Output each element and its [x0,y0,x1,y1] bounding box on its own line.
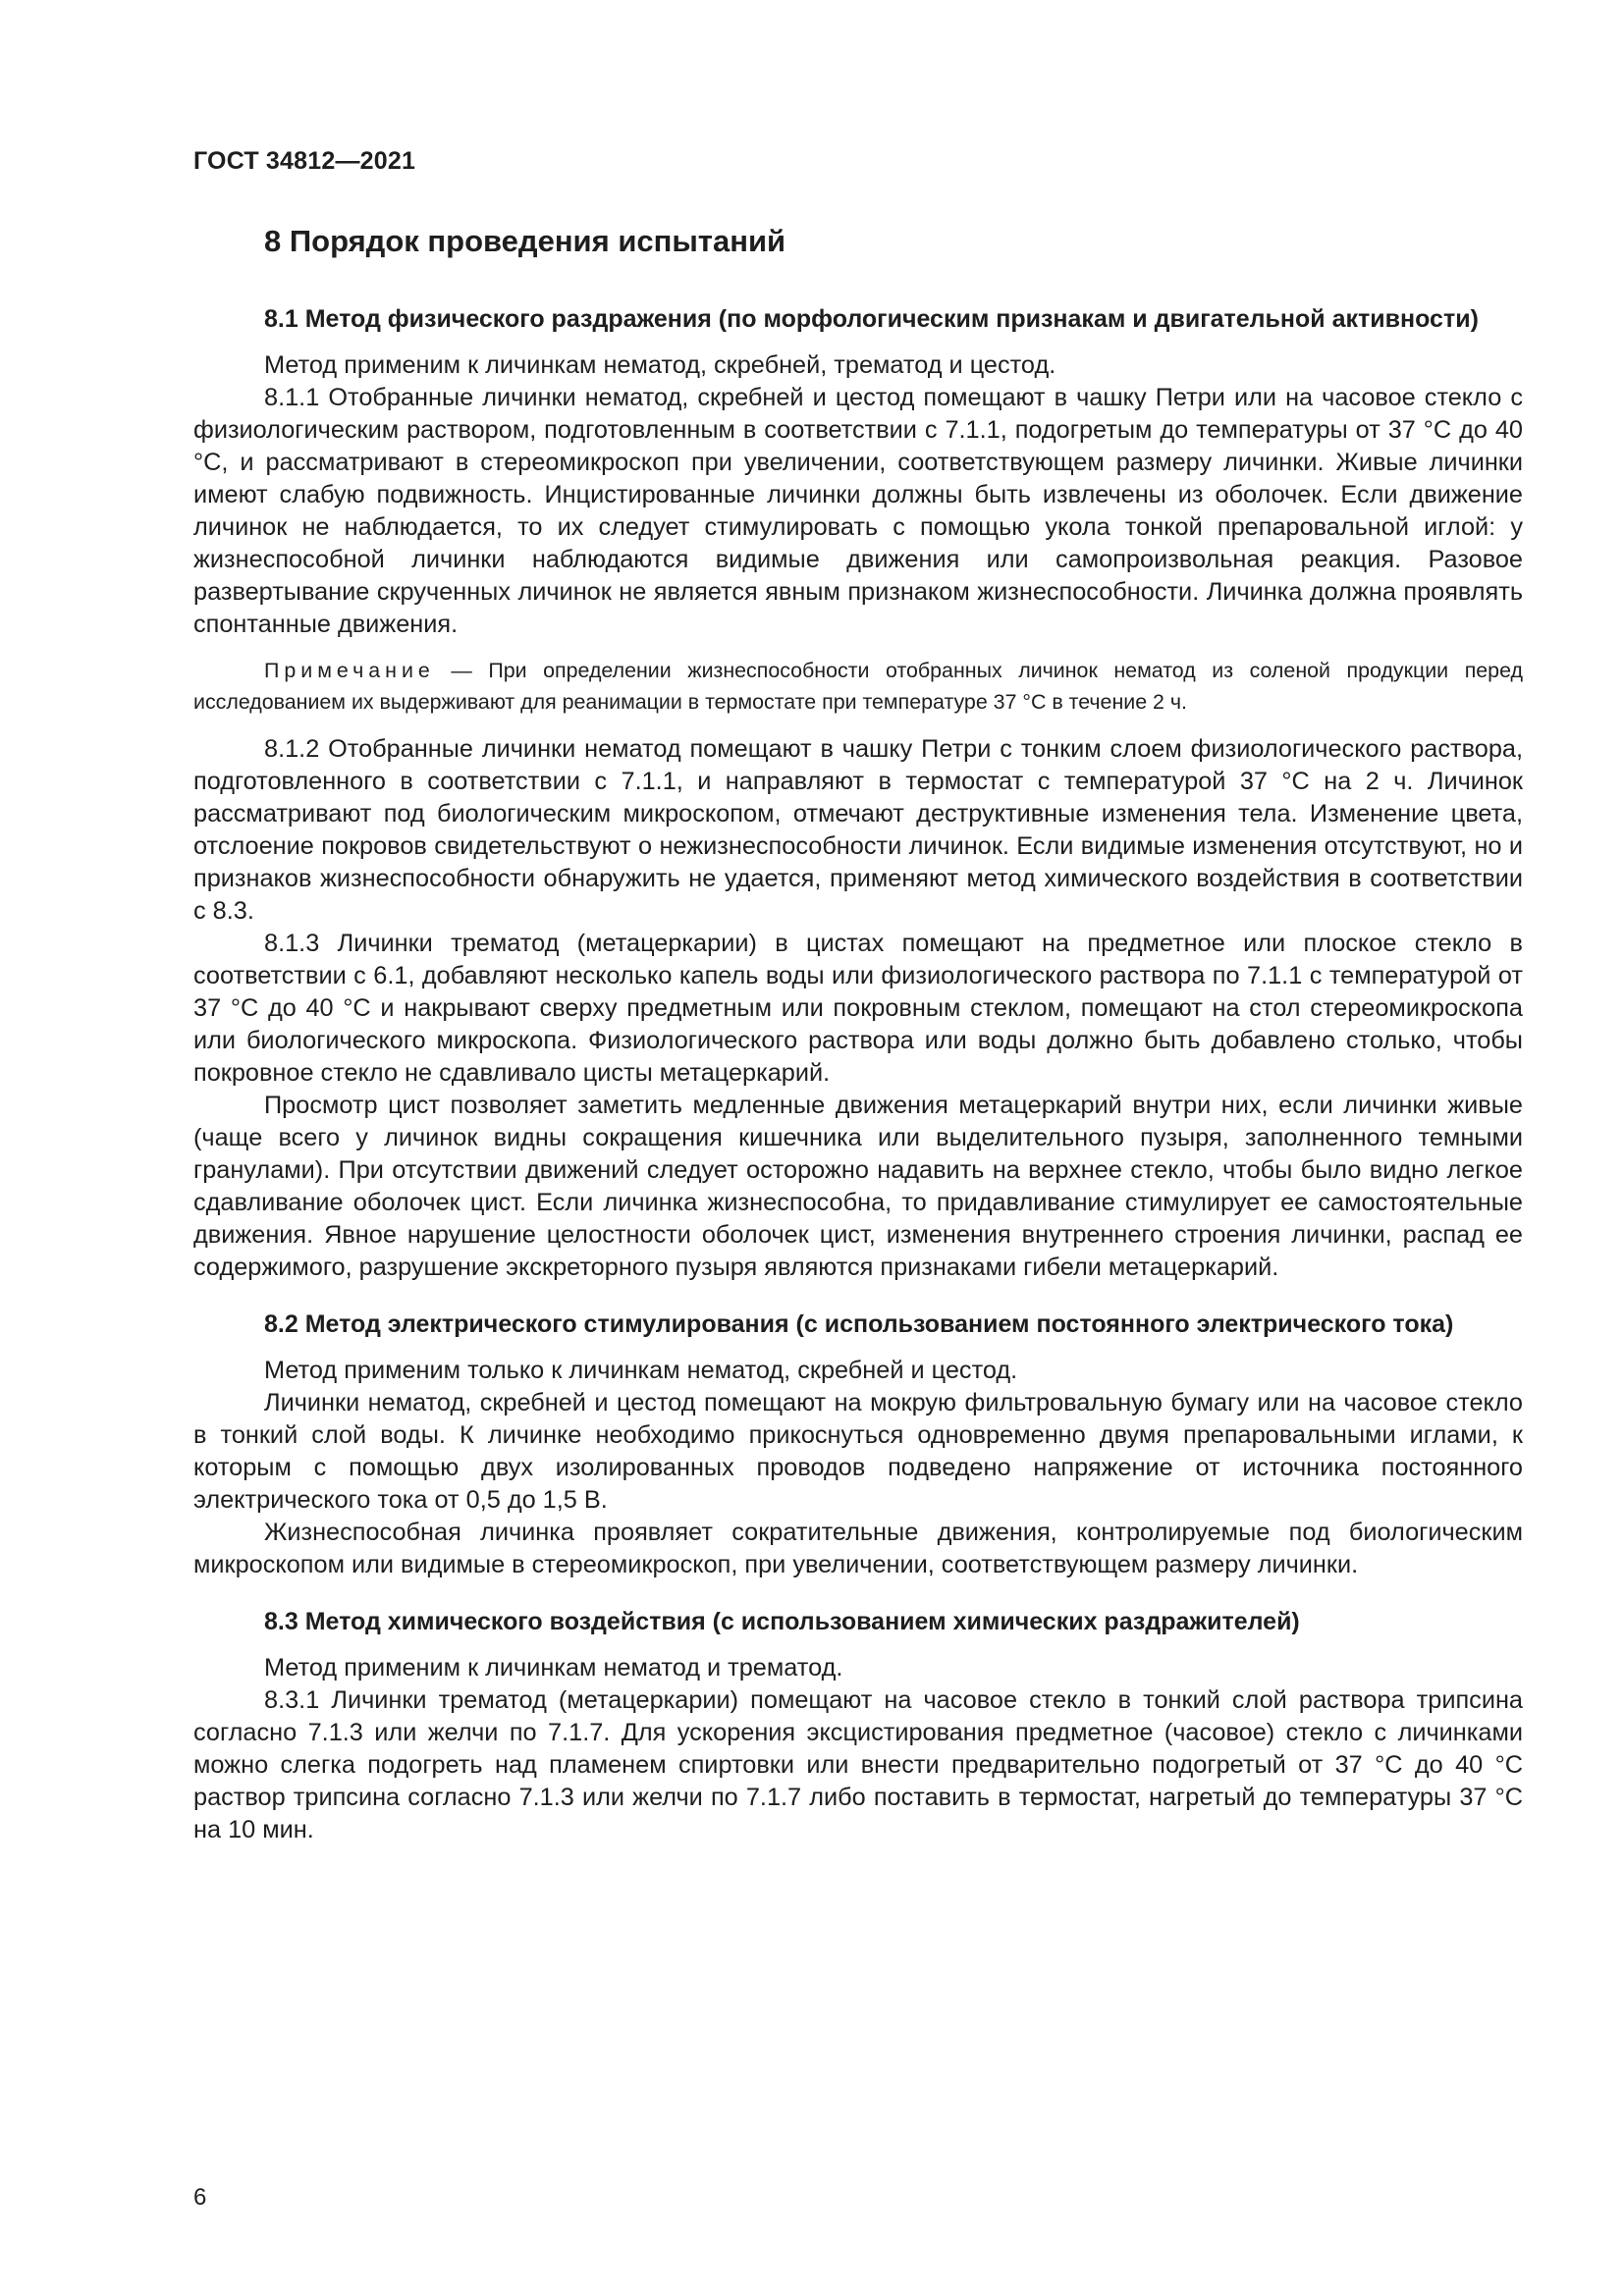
note-label: Примечание [264,659,435,682]
paragraph: Просмотр цист позволяет заметить медленные движения метацеркарий внутри них, если личинки живые (чаще всего у личинок видны сокращения кишечника или выделительного пузыря, заполненного темными гранулами). При отсутствии движений следует осторожно надавить на верхнее стекло, чтобы было видно легкое сдавливание оболочек цист. Если личинка жизнеспособна, то придавливание стимулирует ее самостоятельные движения. Явное нарушение целостности оболочек цист, изменения внутреннего строения личинки, распад ее содержимого, разрушение экскреторного пузыря являются признаками гибели метацеркарий. [193,1092,1523,1281]
subsection-title-8-3: 8.3 Метод химического воздействия (с использованием химических раздражителей) [264,1608,1300,1635]
paragraph: 8.1.1 Отобранные личинки нематод, скребней и цестод помещают в чашку Петри или на часовое стекло с физиологическим раствором, подготовленным в соответствии с 7.1.1, подогретым до температуры от 37 °С до 40 °С, и рассматривают в стереомикроскоп при увеличении, соответствующем размеру личинки. Живые личинки имеют слабую подвижность. Инцистированные личинки должны быть извлечены из оболочек. Если движение личинок не наблюдается, то их следует стимулировать с помощью укола тонкой препаровальной иглой: у жизнеспособной личинки наблюдаются видимые движения или самопроизвольная реакция. Разовое развертывание скрученных личинок не является явным признаком жизнеспособности. Личинка должна проявлять спонтанные движения. [193,384,1523,638]
paragraph: Жизнеспособная личинка проявляет сократительные движения, контролируемые под биологическим микроскопом или видимые в стереомикроскоп, при увеличении, соответствующем размеру личинки. [193,1519,1523,1578]
paragraph: 8.1.2 Отобранные личинки нематод помещают в чашку Петри с тонким слоем физиологического раствора, подготовленного в соответствии с 7.1.1, и направляют в термостат с температурой 37 °С на 2 ч. Личинок рассматривают под биологическим микроскопом, отмечают деструктивные изменения тела. Изменение цвета, отслоение покровов свидетельствуют о нежизнеспособности личинок. Если видимые изменения отсутствуют, но и признаков жизнеспособности обнаружить не удается, применяют метод химического воздействия в соответствии с 8.3. [193,735,1523,925]
subsection-title-8-2: 8.2 Метод электрического стимулирования (с использованием постоянного электрического тока) [264,1310,1454,1338]
paragraph: Личинки нематод, скребней и цестод помещают на мокрую фильтровальную бумагу или на часовое стекло в тонкий слой воды. К личинке необходимо прикоснуться одновременно двумя препаровальными иглами, к которым с помощью двух изолированных проводов подведено напряжение от источника постоянного электрического тока от 0,5 до 1,5 В. [193,1389,1523,1514]
document-body [193,222,1523,1846]
section-title: 8 Порядок проведения испытаний [264,224,786,258]
paragraph: Метод применим только к личинкам нематод, скребней и цестод. [264,1357,1018,1384]
paragraph: Метод применим к личинкам нематод и трематод. [264,1654,843,1682]
paragraph: 8.3.1 Личинки трематод (метацеркарии) помещают на часовое стекло в тонкий слой раствора трипсина согласно 7.1.3 или желчи по 7.1.7. Для ускорения эксцистирования предметное (часовое) стекло с личинками можно слегка подогреть над пламенем спиртовки или внести предварительно подогретый от 37 °С до 40 °С раствор трипсина согласно 7.1.3 или желчи по 7.1.7 либо поставить в термостат, нагретый до температуры 37 °С на 10 мин. [193,1686,1523,1843]
paragraph: 8.1.3 Личинки трематод (метацеркарии) в цистах помещают на предметное или плоское стекло в соответствии с 6.1, добавляют несколько капель воды или физиологического раствора по 7.1.1 с температурой от 37 °С до 40 °С и накрывают сверху предметным или покровным стеклом, помещают на стол стереомикроскопа или биологического микроскопа. Физиологического раствора или воды должно быть добавлено столько, чтобы покровное стекло не сдавливало цисты метацеркарий. [193,930,1523,1087]
page-number: 6 [193,2184,207,2211]
note-text: — При определении жизнеспособности отобранных личинок нематод из соленой продукции перед исследованием их выдерживают для реанимации в термостате при температуре 37 °С в течение 2 ч. [193,659,1523,714]
note [193,655,1523,718]
document-id: ГОСТ 34812—2021 [193,147,416,175]
paragraph: Метод применим к личинкам нематод, скребней, трематод и цестод. [264,351,1056,379]
subsection-title-8-1: 8.1 Метод физического раздражения (по морфологическим признакам и двигательной активности) [264,305,1479,333]
